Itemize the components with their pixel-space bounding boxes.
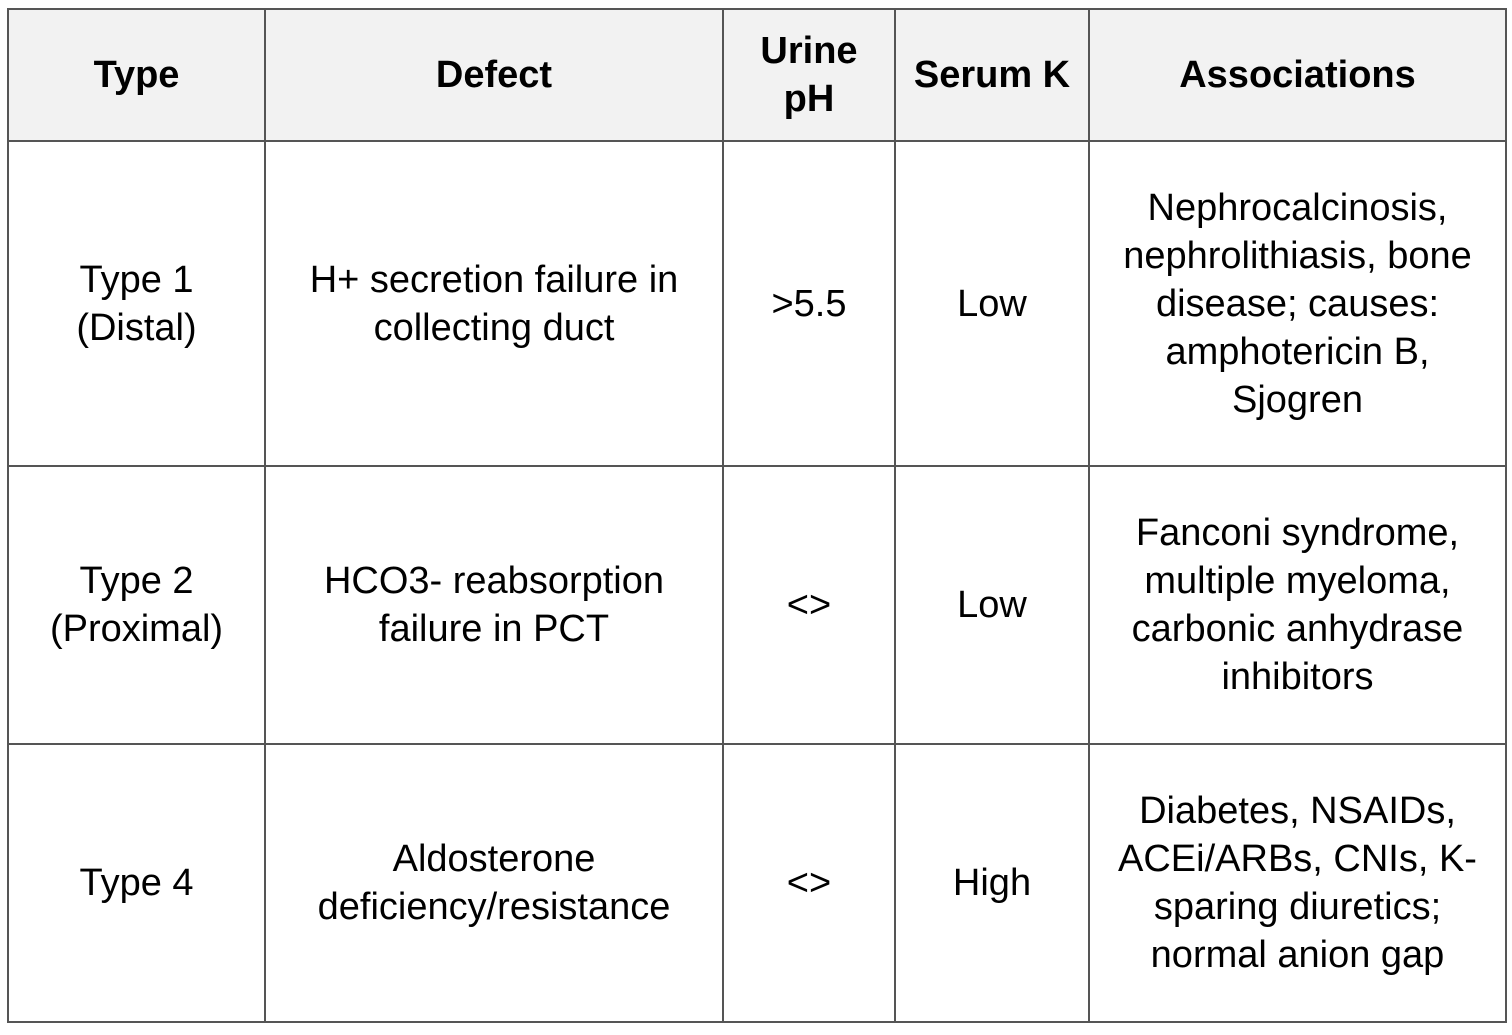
- header-defect: Defect: [265, 9, 723, 141]
- header-type: Type: [8, 9, 265, 141]
- cell-urine-ph: >5.5: [723, 141, 895, 466]
- header-serum-k: Serum K: [895, 9, 1089, 141]
- cell-serum-k: High: [895, 744, 1089, 1022]
- table-row: [8, 466, 1506, 744]
- rta-comparison-table: [7, 8, 1507, 1023]
- cell-urine-ph: <>: [723, 744, 895, 1022]
- cell-defect: HCO3- reabsorption failure in PCT: [265, 466, 723, 744]
- cell-defect: H+ secretion failure in collecting duct: [265, 141, 723, 466]
- cell-defect: Aldosterone deficiency/resistance: [265, 744, 723, 1022]
- header-row: [8, 9, 1506, 141]
- cell-serum-k: Low: [895, 141, 1089, 466]
- header-urine-ph: Urine pH: [723, 9, 895, 141]
- cell-urine-ph: <>: [723, 466, 895, 744]
- cell-associations: Fanconi syndrome, multiple myeloma, carbonic anhydrase inhibitors: [1089, 466, 1506, 744]
- cell-type: Type 4: [8, 744, 265, 1022]
- table-row: [8, 744, 1506, 1022]
- cell-associations: Nephrocalcinosis, nephrolithiasis, bone disease; causes: amphotericin B, Sjogren: [1089, 141, 1506, 466]
- cell-associations: Diabetes, NSAIDs, ACEi/ARBs, CNIs, K-sparing diuretics; normal anion gap: [1089, 744, 1506, 1022]
- cell-type: Type 1 (Distal): [8, 141, 265, 466]
- cell-type: Type 2 (Proximal): [8, 466, 265, 744]
- table-row: [8, 141, 1506, 466]
- header-associations: Associations: [1089, 9, 1506, 141]
- cell-serum-k: Low: [895, 466, 1089, 744]
